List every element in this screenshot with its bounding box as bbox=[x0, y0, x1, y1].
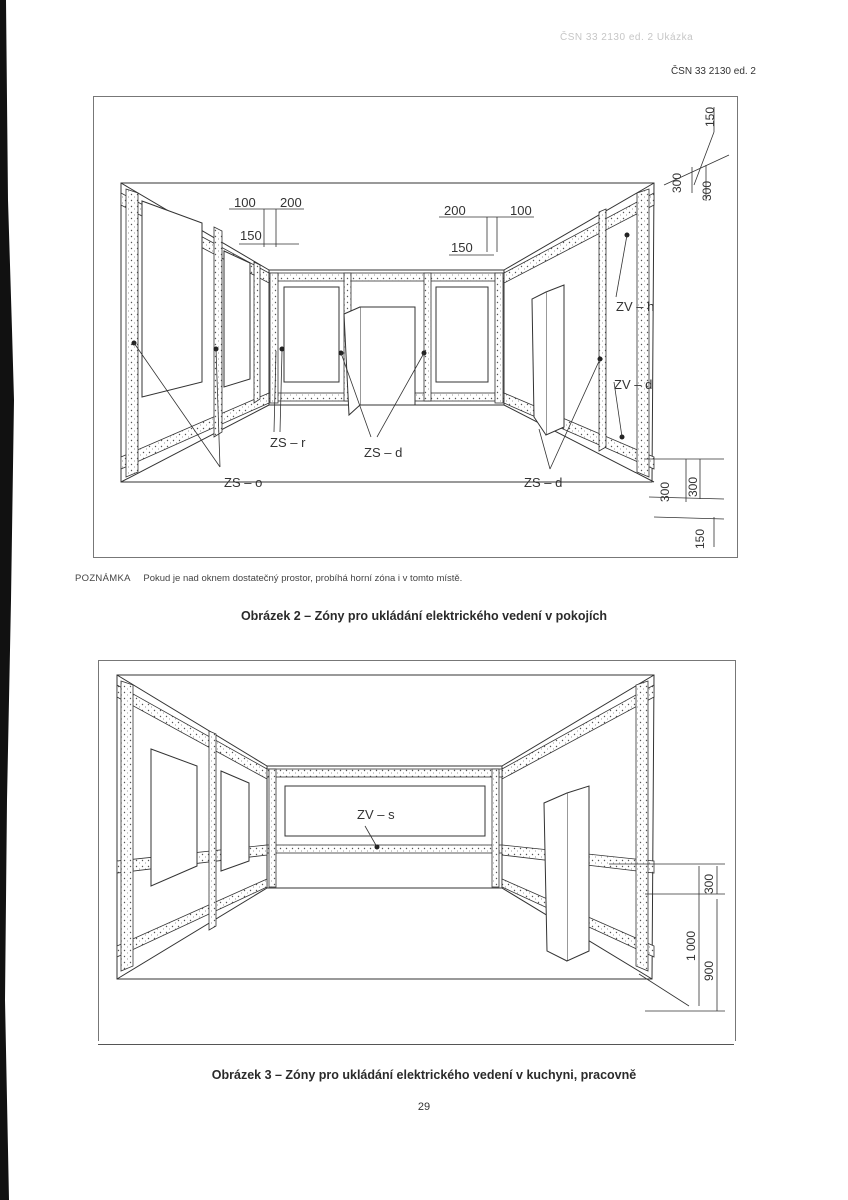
figure-2-drawing bbox=[94, 97, 737, 557]
dim-right-top-3: 300 bbox=[700, 180, 714, 201]
dim-right-bottom-1: 300 bbox=[658, 481, 672, 502]
dim-top-right-2: 100 bbox=[510, 203, 532, 218]
label-zs-r: ZS – r bbox=[270, 435, 306, 450]
page-number: 29 bbox=[417, 1101, 431, 1113]
label-zv-s: ZV – s bbox=[357, 807, 395, 822]
note-label: POZNÁMKA bbox=[75, 573, 131, 584]
scan-edge bbox=[0, 0, 20, 1200]
dim-top-left-2: 200 bbox=[280, 195, 302, 210]
dim-top-right-1: 200 bbox=[444, 203, 466, 218]
dim-top-left-1: 100 bbox=[234, 195, 256, 210]
dim-right-top-1: 150 bbox=[703, 106, 717, 127]
figure-2-note bbox=[75, 573, 775, 584]
dim-right-top-2: 300 bbox=[670, 172, 684, 193]
dim-top-right-3: 150 bbox=[451, 240, 473, 255]
figure-3 bbox=[98, 660, 736, 1041]
label-zs-d-center: ZS – d bbox=[364, 445, 403, 460]
zone-labels-3 bbox=[357, 807, 395, 822]
figure-3-bottom-rule bbox=[98, 1044, 734, 1045]
dim-fig3-1: 300 bbox=[702, 873, 716, 894]
document-id: ČSN 33 2130 ed. 2 bbox=[670, 66, 756, 77]
windows bbox=[142, 201, 488, 397]
dim-fig3-3: 900 bbox=[702, 960, 716, 981]
label-zv-h: ZV – h bbox=[616, 299, 655, 314]
label-zs-o: ZS – o bbox=[224, 475, 263, 490]
dim-right-bottom-2: 300 bbox=[686, 476, 700, 497]
faint-header: ČSN 33 2130 ed. 2 Ukázka bbox=[560, 32, 694, 43]
dimension-labels-vertical bbox=[658, 107, 717, 549]
note-text: Pokud je nad oknem dostatečný prostor, probíhá horní zóna i v tomto místě. bbox=[143, 573, 463, 584]
dim-fig3-2: 1 000 bbox=[684, 930, 698, 961]
label-zv-d: ZV – d bbox=[614, 377, 653, 392]
figure-3-drawing bbox=[99, 661, 735, 1041]
figure-3-caption: Obrázek 3 – Zóny pro ukládání elektrického vedení v kuchyni, pracovně bbox=[211, 1068, 637, 1082]
door-3 bbox=[544, 786, 589, 961]
dim-right-bottom-3: 150 bbox=[693, 528, 707, 549]
dim-top-left-3: 150 bbox=[240, 228, 262, 243]
figure-2 bbox=[93, 96, 738, 558]
figure-2-caption: Obrázek 2 – Zóny pro ukládání elektrického vedení v pokojích bbox=[240, 609, 608, 623]
label-zs-d-right: ZS – d bbox=[524, 475, 563, 490]
dimension-labels-3 bbox=[684, 874, 716, 981]
